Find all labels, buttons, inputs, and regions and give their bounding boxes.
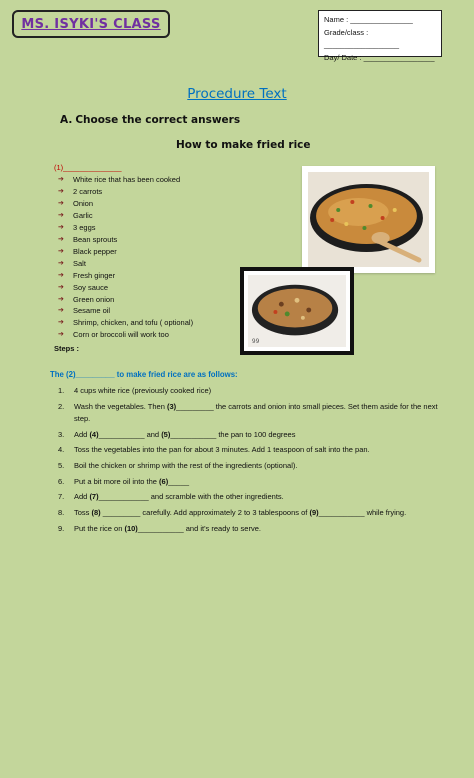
fried-rice-skillet-photo bbox=[302, 166, 435, 273]
step-text bbox=[74, 385, 438, 397]
step-text-part: ___________ and it's ready to serve. bbox=[137, 523, 261, 533]
arrow-bullet-icon: ➔ bbox=[58, 259, 64, 267]
ingredient-text: White rice that has been cooked bbox=[73, 175, 181, 184]
step-text-part: Boil the chicken or shrimp with the rest of the ingredients (optional). bbox=[74, 461, 298, 471]
ingredient-text: Garlic bbox=[73, 210, 93, 220]
step-text-part: Put a bit more oil into the bbox=[74, 476, 160, 486]
step-text bbox=[74, 491, 438, 503]
step-text-part: ___________ and bbox=[98, 429, 162, 439]
arrow-bullet-icon: ➔ bbox=[58, 187, 64, 195]
blank-number: (4) bbox=[89, 429, 99, 439]
ingredient-text: Fresh ginger bbox=[73, 270, 116, 280]
step-text-part: Toss the vegetables into the pan for about 3 minutes. Add 1 teaspoon of salt into the pan. bbox=[74, 445, 370, 455]
step-text bbox=[74, 460, 438, 472]
step-text-part: Put the rice on bbox=[74, 523, 125, 533]
class-badge-label: MS. ISYKI'S CLASS bbox=[21, 16, 161, 32]
arrow-bullet-icon: ➔ bbox=[58, 176, 64, 183]
ingredient-text: Bean sprouts bbox=[73, 234, 118, 244]
ingredient-item bbox=[58, 294, 193, 306]
step-text bbox=[74, 401, 438, 425]
arrow-bullet-icon: ➔ bbox=[58, 199, 64, 207]
name-field: Name : _______________ bbox=[324, 15, 413, 24]
ingredient-list bbox=[58, 174, 193, 341]
step-number: 9. bbox=[58, 523, 65, 533]
ingredient-text: 2 carrots bbox=[73, 186, 103, 196]
ingredient-item bbox=[58, 222, 193, 234]
class-badge bbox=[12, 10, 170, 38]
section-a-heading bbox=[60, 114, 240, 126]
step-number: 3. bbox=[58, 429, 65, 439]
step-number: 6. bbox=[58, 476, 65, 486]
ingredient-item bbox=[58, 234, 193, 246]
step-text-part: Add bbox=[74, 429, 90, 439]
ingredient-text: Salt bbox=[73, 258, 86, 268]
step-text bbox=[74, 507, 438, 519]
section-a-number: A. bbox=[60, 114, 73, 126]
arrow-bullet-icon: ➔ bbox=[58, 307, 64, 315]
blank-1: (1)______________ bbox=[54, 163, 122, 172]
arrow-bullet-icon: ➔ bbox=[58, 247, 64, 255]
step-text-part: Add bbox=[74, 492, 90, 502]
ingredient-text: Black pepper bbox=[73, 246, 117, 256]
fried-rice-pan-photo bbox=[240, 267, 354, 355]
section-a-label: Choose the correct answers bbox=[75, 114, 241, 126]
arrow-bullet-icon: ➔ bbox=[58, 331, 64, 339]
arrow-bullet-icon: ➔ bbox=[58, 283, 64, 291]
procedure-step bbox=[58, 507, 438, 519]
photo-2-caption: 99 bbox=[251, 339, 260, 346]
grade-class-field: Grade/class : __________________ bbox=[324, 27, 400, 49]
blank-number: (9) bbox=[309, 508, 319, 518]
step-number: 4. bbox=[58, 445, 65, 455]
ingredient-item bbox=[58, 329, 193, 341]
ingredient-text: 3 eggs bbox=[73, 222, 96, 232]
step-number: 7. bbox=[58, 492, 65, 502]
ingredient-item bbox=[58, 317, 193, 329]
step-text-part: ___________ while frying. bbox=[318, 508, 407, 518]
step-text-part: ___________ the pan to 100 degrees bbox=[170, 429, 296, 439]
ingredient-item bbox=[58, 282, 193, 294]
procedure-step bbox=[58, 476, 438, 488]
ingredient-item bbox=[58, 186, 193, 198]
step-number: 5. bbox=[58, 461, 65, 471]
procedure-step bbox=[58, 491, 438, 503]
arrow-bullet-icon: ➔ bbox=[58, 319, 64, 327]
step-text-part: _____ bbox=[168, 476, 190, 486]
steps-label: Steps : bbox=[54, 344, 80, 353]
step-text-part: Wash the vegetables. Then bbox=[74, 401, 167, 411]
step-text bbox=[74, 444, 438, 456]
fried-rice-skillet-image bbox=[308, 172, 429, 267]
procedure-step bbox=[58, 385, 438, 397]
procedure-step bbox=[58, 401, 438, 425]
step-text bbox=[74, 523, 438, 535]
arrow-bullet-icon: ➔ bbox=[58, 223, 64, 231]
step-text-part: _________ the carrots and onion into small pieces. Set them aside for the next step. bbox=[74, 401, 438, 423]
date-field: Day/ Date : _________________ bbox=[324, 52, 435, 62]
blank-number: (6) bbox=[159, 476, 169, 486]
step-text-part: _________ carefully. Add approximately 2 to 3 tablespoons of bbox=[100, 508, 310, 518]
ingredient-item bbox=[58, 270, 193, 282]
ingredient-item bbox=[58, 210, 193, 222]
ingredient-text: Sesame oil bbox=[73, 306, 111, 316]
ingredient-item bbox=[58, 198, 193, 210]
procedure-step bbox=[58, 523, 438, 535]
ingredient-text: Soy sauce bbox=[73, 282, 109, 292]
step-number: 8. bbox=[58, 508, 65, 518]
procedure-step bbox=[58, 429, 438, 441]
arrow-bullet-icon: ➔ bbox=[58, 235, 64, 243]
student-info-box bbox=[318, 10, 442, 62]
ingredient-item bbox=[58, 258, 193, 270]
procedure-step bbox=[58, 444, 438, 456]
ingredient-text: Onion bbox=[73, 198, 94, 208]
procedure-list bbox=[58, 385, 438, 539]
fried-rice-pan-image bbox=[248, 275, 346, 347]
blank-number: (3) bbox=[166, 401, 177, 411]
recipe-title: How to make fried rice bbox=[176, 139, 311, 151]
ingredient-item bbox=[58, 174, 193, 186]
ingredient-text: Corn or broccoli will work too bbox=[73, 330, 169, 340]
step-text-part: Toss bbox=[74, 508, 92, 518]
step-number: 1. bbox=[58, 386, 65, 395]
step-number: 2. bbox=[58, 401, 65, 411]
arrow-bullet-icon: ➔ bbox=[58, 271, 64, 279]
blank-number: (8) bbox=[91, 508, 101, 518]
step-text-part: ____________ and scramble with the other ingredients. bbox=[98, 492, 284, 502]
ingredient-item bbox=[58, 305, 193, 317]
blank-number: (7) bbox=[89, 492, 99, 502]
steps-intro: The (2)_________ to make fried rice are as follows: bbox=[50, 370, 238, 379]
procedure-step bbox=[58, 460, 438, 472]
ingredient-text: Green onion bbox=[73, 294, 115, 304]
step-text-part: 4 cups white rice (previously cooked rice) bbox=[74, 386, 212, 395]
step-text bbox=[74, 476, 438, 488]
ingredient-item bbox=[58, 246, 193, 258]
arrow-bullet-icon: ➔ bbox=[58, 211, 64, 219]
page-title: Procedure Text bbox=[187, 86, 287, 102]
arrow-bullet-icon: ➔ bbox=[58, 295, 64, 303]
step-text bbox=[74, 429, 438, 441]
ingredient-text: Shrimp, chicken, and tofu ( optional) bbox=[73, 318, 194, 328]
blank-number: (5) bbox=[161, 429, 171, 439]
blank-number: (10) bbox=[124, 523, 138, 533]
